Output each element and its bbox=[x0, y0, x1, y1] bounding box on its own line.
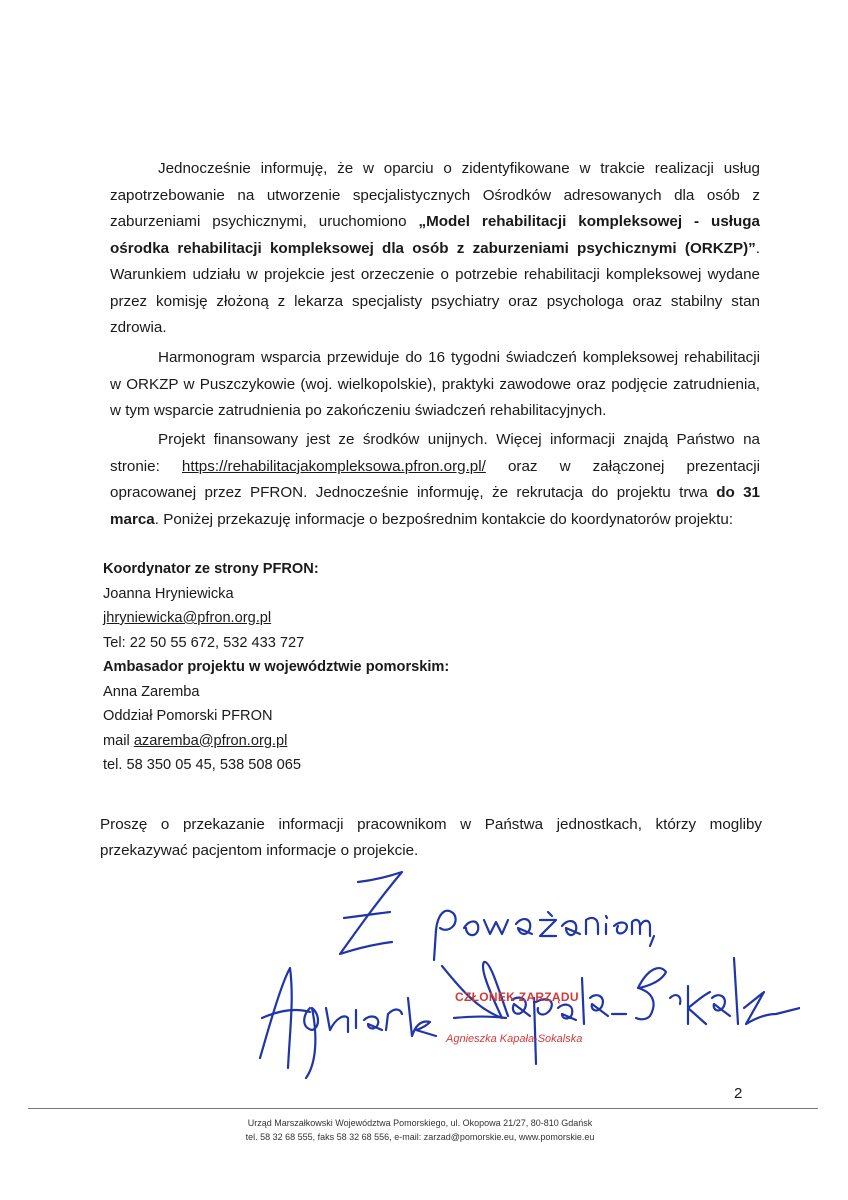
contacts-block bbox=[103, 557, 449, 778]
ambassador-office: Oddział Pomorski PFRON bbox=[103, 708, 273, 724]
paragraph-text: . Warunkiem udziału w projekcie jest orzeczenie o potrzebie rehabilitacji kompleksowej wydane przez komisję złożoną z lekarza specjalisty psychiatry oraz psychologa oraz stabilny stan zdrowia. bbox=[110, 239, 760, 336]
paragraph-funding bbox=[110, 427, 760, 533]
ambassador-name: Anna Zaremba bbox=[103, 683, 200, 700]
handwritten-signature bbox=[240, 868, 800, 1083]
ambassador-mail-label: mail bbox=[103, 732, 134, 749]
paragraph-text: . Poniżej przekazuję informacje o bezpośrednim kontakcie do koordynatorów projektu: bbox=[154, 510, 734, 528]
ambassador-email[interactable]: azaremba@pfron.org.pl bbox=[133, 732, 288, 749]
pfron-coordinator-name: Joanna Hryniewicka bbox=[103, 585, 234, 602]
paragraph-text: Harmonogram wsparcia przewiduje do 16 tygodni świadczeń kompleksowej rehabilitacji w ORKZP w Puszczykowie (woj. wielkopolskie), praktyki zawodowe oraz podjęcie zatrudnienia, w tym wsparcie zatrudnienia po zakończeniu świadczeń rehabilitacyjnych. bbox=[110, 349, 760, 419]
ambassador-heading: Ambasador projektu w województwie pomorskim: bbox=[103, 659, 450, 675]
footer-address: Urząd Marszałkowski Województwa Pomorskiego, ul. Okopowa 21/27, 80-810 Gdańsk bbox=[247, 1118, 593, 1128]
project-website-link[interactable]: https://rehabilitacjakompleksowa.pfron.org.pl/ bbox=[181, 457, 486, 475]
ambassador-phone: tel. 58 350 05 45, 538 508 065 bbox=[103, 757, 301, 773]
footer-divider bbox=[28, 1108, 818, 1109]
pfron-coordinator-email[interactable]: jhryniewicka@pfron.org.pl bbox=[103, 610, 272, 626]
closing-paragraph: Proszę o przekazanie informacji pracownikom w Państwa jednostkach, którzy mogliby przekazywać pacjentom informacje o projekcie. bbox=[100, 816, 762, 859]
paragraph-schedule bbox=[110, 345, 760, 425]
paragraph-text: Jednocześnie informuję, że w oparciu o zidentyfikowane w trakcie realizacji usług zapotrzebowanie na utworzenie specjalistycznych Ośrodków adresowanych dla osób z zaburzeniami psychicznymi, uruchomiono bbox=[110, 160, 760, 230]
project-name: „Model rehabilitacji kompleksowej - usługa ośrodka rehabilitacji kompleksowej dla osób z zaburzeniami psychicznymi (ORKZP)” bbox=[110, 213, 760, 257]
pfron-coordinator-phone: Tel: 22 50 55 672, 532 433 727 bbox=[103, 634, 305, 651]
paragraph-text: oraz w załączonej prezentacji opracowanej przez PFRON. Jednocześnie informuję, że rekrutacja do projektu trwa bbox=[110, 457, 760, 501]
stamp-name: Agnieszka Kapała-Sokalska bbox=[446, 1033, 583, 1045]
paragraph-text: Projekt finansowany jest ze środków unijnych. Więcej informacji znajdą Państwo na stronie: bbox=[110, 431, 760, 475]
deadline: do 31 marca bbox=[110, 484, 760, 528]
pfron-coordinator-heading: Koordynator ze strony PFRON: bbox=[103, 561, 319, 577]
paragraph-model-rehabilitation bbox=[110, 156, 760, 342]
footer-contact: tel. 58 32 68 555, faks 58 32 68 556, e-mail: zarzad@pomorskie.eu, www.pomorskie.eu bbox=[245, 1132, 595, 1142]
page-number: 2 bbox=[734, 1085, 743, 1102]
stamp-title: CZŁONEK ZARZĄDU bbox=[455, 990, 579, 1004]
